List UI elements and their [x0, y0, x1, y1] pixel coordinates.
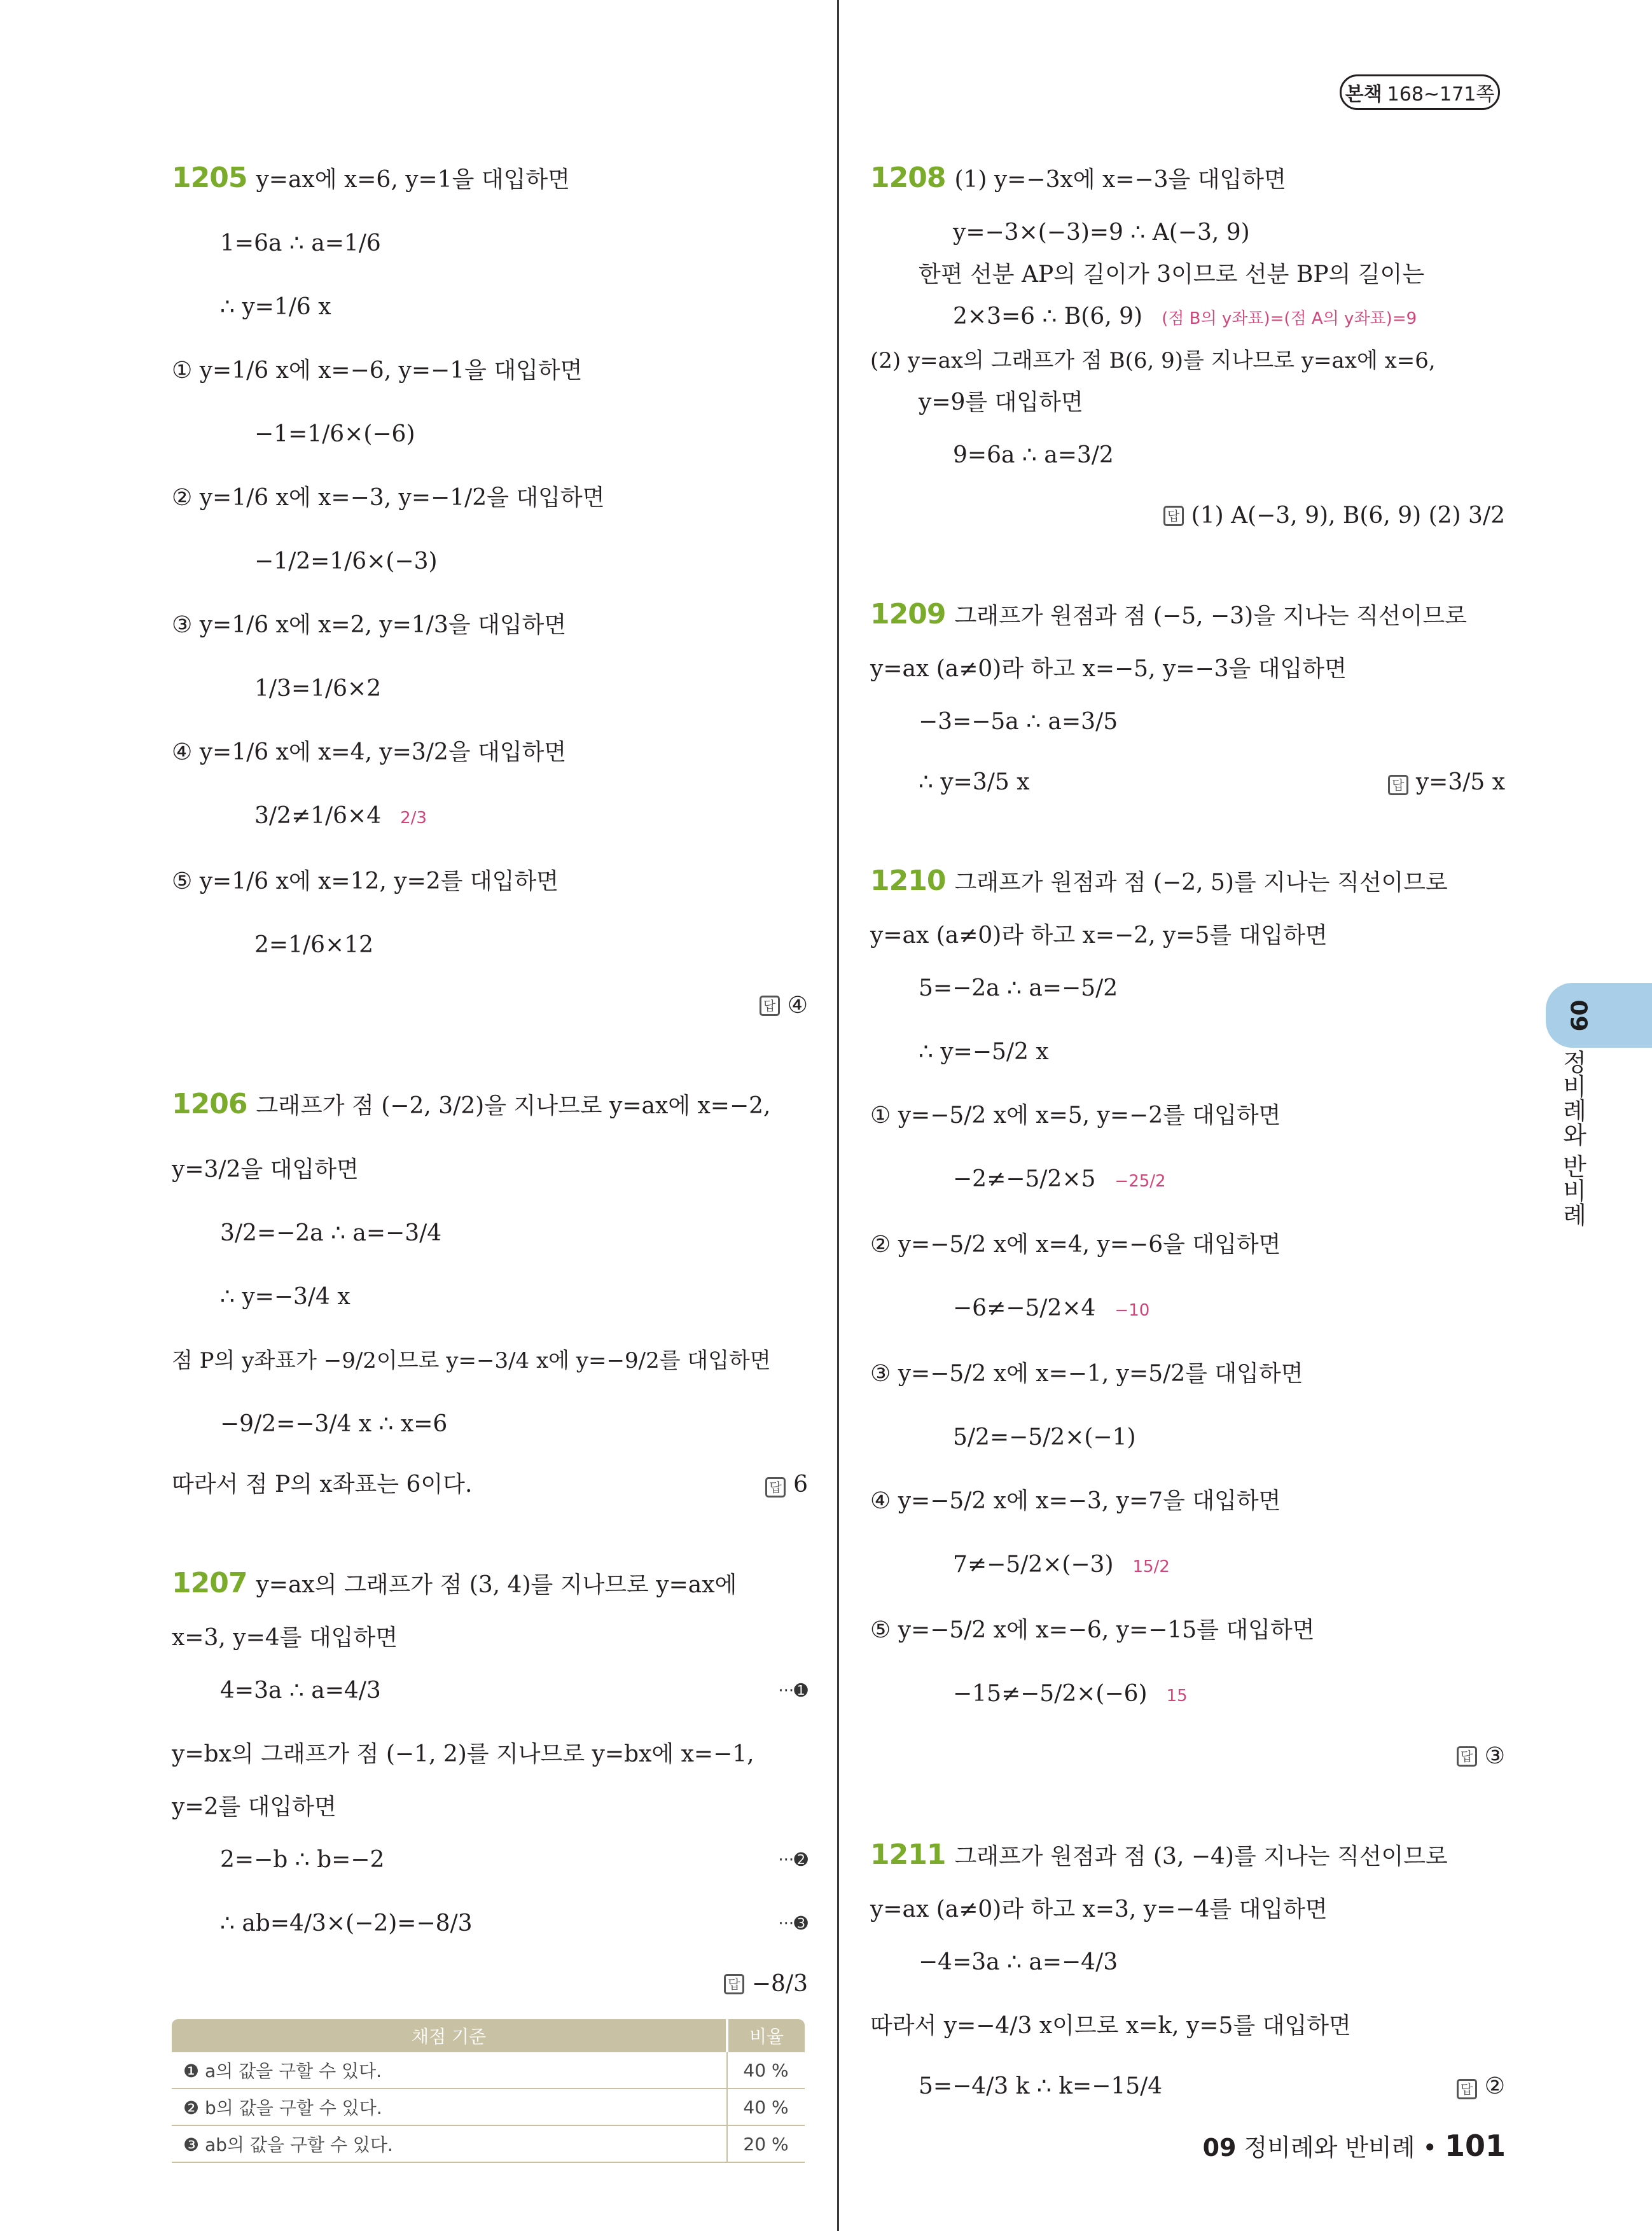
solution-line: −15≠−5/2×(−6): [953, 1681, 1148, 1707]
solution-line: 한편 선분 AP의 길이가 3이므로 선분 BP의 길이는: [919, 261, 1425, 288]
criteria-text: ❶ a의 값을 구할 수 있다.: [172, 2052, 727, 2089]
margin-note: (점 B의 y좌표)=(점 A의 y좌표)=9: [1162, 309, 1417, 328]
solution-line: 2=1/6×12: [254, 932, 373, 958]
solution-line: ⑤ y=1/6 x에 x=12, y=2를 대입하면: [172, 868, 559, 894]
solution-line: ④ y=1/6 x에 x=4, y=3/2을 대입하면: [172, 739, 567, 765]
solution-line: −1=1/6×(−6): [254, 421, 415, 447]
answer-value: y=3/5 x: [1415, 769, 1505, 795]
problem-1211: [870, 1823, 1505, 2115]
problem-number: 1210: [870, 865, 946, 897]
solution-line: ③ y=−5/2 x에 x=−1, y=5/2를 대입하면: [870, 1361, 1303, 1387]
solution-line: 점 P의 y좌표가 −9/2이므로 y=−3/4 x에 y=−9/2를 대입하면: [172, 1348, 771, 1373]
answer-value: 6: [793, 1471, 808, 1498]
solution-line: ③ y=1/6 x에 x=2, y=1/3을 대입하면: [172, 612, 567, 638]
solution-line: 5/2=−5/2×(−1): [953, 1424, 1136, 1450]
step-marker: ···➊: [778, 1681, 808, 1700]
solution-line: ∴ y=1/6 x: [220, 294, 331, 320]
solution-line: ⑤ y=−5/2 x에 x=−6, y=−15를 대입하면: [870, 1617, 1315, 1643]
chapter-tab[interactable]: [1546, 983, 1652, 1048]
footer-chapter: 09: [1202, 2134, 1237, 2162]
solution-line: y=2를 대입하면: [172, 1794, 337, 1820]
answer-group: [765, 1456, 808, 1513]
page-footer: [1203, 2128, 1506, 2163]
step-marker: ···➌: [778, 1914, 808, 1933]
scoring-table: [172, 2019, 805, 2163]
problem-number: 1205: [172, 162, 247, 194]
solution-line: ② y=−5/2 x에 x=4, y=−6을 대입하면: [870, 1232, 1281, 1258]
solution-line: 그래프가 원점과 점 (−2, 5)를 지나는 직선이므로: [954, 870, 1448, 896]
column-divider: [837, 0, 839, 2231]
problem-1209: [870, 583, 1505, 811]
solution-line: (1) y=−3x에 x=−3을 대입하면: [954, 167, 1286, 193]
solution-line: y=−3×(−3)=9 ∴ A(−3, 9): [953, 219, 1250, 246]
answer-row: [172, 977, 808, 1034]
problem-number: 1208: [870, 162, 946, 194]
answer-icon: 답: [1163, 506, 1184, 526]
solution-line: x=3, y=4를 대입하면: [172, 1625, 398, 1651]
chapter-tab-title: 정비례와 반비례: [1558, 1050, 1586, 1227]
solution-line: 그래프가 원점과 점 (3, −4)를 지나는 직선이므로: [954, 1844, 1448, 1870]
table-row: [172, 2052, 805, 2089]
answer-icon: 답: [765, 1477, 786, 1498]
answer-icon: 답: [1388, 775, 1408, 795]
ratio-header: 비율: [727, 2019, 805, 2052]
solution-line: −6≠−5/2×4: [953, 1295, 1096, 1321]
answer-value: −8/3: [751, 1971, 808, 1997]
footer-title: 정비례와 반비례: [1244, 2134, 1415, 2162]
solution-line: (2) y=ax의 그래프가 점 B(6, 9)를 지나므로 y=ax에 x=6,: [870, 348, 1436, 373]
table-row: [172, 2125, 805, 2162]
criteria-header: 채점 기준: [172, 2019, 727, 2052]
solution-line: ∴ ab=4/3×(−2)=−8/3: [220, 1910, 473, 1936]
solution-line: 5=−2a ∴ a=−5/2: [919, 975, 1118, 1001]
margin-note: −10: [1114, 1301, 1150, 1320]
problem-number: 1207: [172, 1567, 247, 1599]
problem-1208: [870, 146, 1505, 545]
answer-group: [1388, 754, 1505, 811]
solution-line: −3=−5a ∴ a=3/5: [919, 709, 1118, 735]
problem-number: 1206: [172, 1088, 247, 1120]
left-column: [172, 146, 808, 2201]
margin-note: 15/2: [1132, 1557, 1170, 1576]
margin-note: −25/2: [1114, 1172, 1166, 1191]
solution-line: ① y=1/6 x에 x=−6, y=−1을 대입하면: [172, 358, 583, 384]
solution-line: 3/2≠1/6×4: [254, 803, 382, 829]
solution-line: 5=−4/3 k ∴ k=−15/4: [919, 2073, 1163, 2099]
answer-value: ③: [1484, 1743, 1505, 1769]
criteria-pct: 40 %: [727, 2052, 805, 2089]
problem-number: 1211: [870, 1838, 946, 1871]
problem-1205: [172, 146, 808, 1034]
solution-line: 1=6a ∴ a=1/6: [220, 230, 381, 256]
answer-row: [870, 487, 1505, 545]
solution-line: ∴ y=−5/2 x: [919, 1039, 1049, 1065]
solution-line: y=ax (a≠0)라 하고 x=−5, y=−3을 대입하면: [870, 656, 1347, 682]
step-marker: ···➋: [778, 1851, 808, 1870]
solution-line: 따라서 점 P의 x좌표는 6이다.: [172, 1471, 473, 1498]
solution-line: ① y=−5/2 x에 x=5, y=−2를 대입하면: [870, 1102, 1281, 1129]
badge-book: 본책: [1345, 83, 1382, 106]
page-number: 101: [1444, 2129, 1506, 2163]
solution-line: ∴ y=3/5 x: [919, 769, 1030, 795]
reference-badge: [1340, 74, 1500, 110]
problem-1210: [870, 849, 1505, 1785]
solution-line: −4=3a ∴ a=−4/3: [919, 1949, 1118, 1975]
answer-icon: 답: [1457, 2079, 1477, 2099]
problem-1207: [172, 1552, 808, 2163]
criteria-text: ❸ ab의 값을 구할 수 있다.: [172, 2125, 727, 2162]
solution-line: y=9를 대입하면: [919, 389, 1083, 415]
solution-line: ② y=1/6 x에 x=−3, y=−1/2을 대입하면: [172, 485, 605, 511]
solution-line: ④ y=−5/2 x에 x=−3, y=7을 대입하면: [870, 1488, 1281, 1514]
solution-line: 7≠−5/2×(−3): [953, 1552, 1114, 1578]
answer-row: [870, 1728, 1505, 1785]
solution-line: 2×3=6 ∴ B(6, 9): [953, 303, 1143, 330]
problem-1206: [172, 1073, 808, 1513]
right-column: [870, 146, 1505, 2153]
answer-value: ④: [787, 992, 808, 1018]
badge-pages: 168~171쪽: [1387, 83, 1495, 106]
solution-line: 1/3=1/6×2: [254, 676, 382, 702]
solution-line: y=ax에 x=6, y=1을 대입하면: [256, 167, 570, 193]
answer-value: ②: [1484, 2073, 1505, 2099]
solution-line: y=bx의 그래프가 점 (−1, 2)를 지나므로 y=bx에 x=−1,: [172, 1741, 754, 1767]
footer-separator: •: [1422, 2134, 1437, 2162]
solution-line: 2=−b ∴ b=−2: [220, 1847, 385, 1873]
answer-icon: 답: [760, 996, 780, 1016]
solution-line: 따라서 y=−4/3 x이므로 x=k, y=5를 대입하면: [870, 2013, 1351, 2039]
solution-line: 그래프가 점 (−2, 3/2)을 지나므로 y=ax에 x=−2,: [256, 1093, 771, 1119]
solution-line: 그래프가 원점과 점 (−5, −3)을 지나는 직선이므로: [954, 603, 1467, 629]
solution-line: 4=3a ∴ a=4/3: [220, 1678, 381, 1704]
table-row: [172, 2089, 805, 2125]
solution-line: y=3/2을 대입하면: [172, 1157, 359, 1183]
chapter-tab-number: 09: [1565, 999, 1592, 1032]
solution-line: −1/2=1/6×(−3): [254, 548, 438, 574]
solution-line: y=ax (a≠0)라 하고 x=3, y=−4를 대입하면: [870, 1896, 1328, 1922]
criteria-text: ❷ b의 값을 구할 수 있다.: [172, 2089, 727, 2125]
answer-icon: 답: [724, 1974, 744, 1994]
answer-value: (1) A(−3, 9), B(6, 9) (2) 3/2: [1191, 503, 1505, 529]
solution-line: −9/2=−3/4 x ∴ x=6: [220, 1411, 448, 1437]
answer-icon: 답: [1457, 1746, 1477, 1767]
solution-line: −2≠−5/2×5: [953, 1166, 1096, 1192]
margin-note: 15: [1166, 1686, 1188, 1706]
problem-number: 1209: [870, 598, 946, 630]
solution-line: y=ax의 그래프가 점 (3, 4)를 지나므로 y=ax에: [256, 1572, 737, 1598]
margin-note: 2/3: [400, 809, 427, 828]
solution-line: 9=6a ∴ a=3/2: [953, 442, 1114, 468]
criteria-pct: 40 %: [727, 2089, 805, 2125]
answer-row: [172, 1956, 808, 2013]
solution-line: 3/2=−2a ∴ a=−3/4: [220, 1220, 442, 1246]
answer-group: [1457, 2058, 1505, 2115]
solution-line: ∴ y=−3/4 x: [220, 1284, 351, 1310]
criteria-pct: 20 %: [727, 2125, 805, 2162]
solution-line: y=ax (a≠0)라 하고 x=−2, y=5를 대입하면: [870, 922, 1328, 949]
